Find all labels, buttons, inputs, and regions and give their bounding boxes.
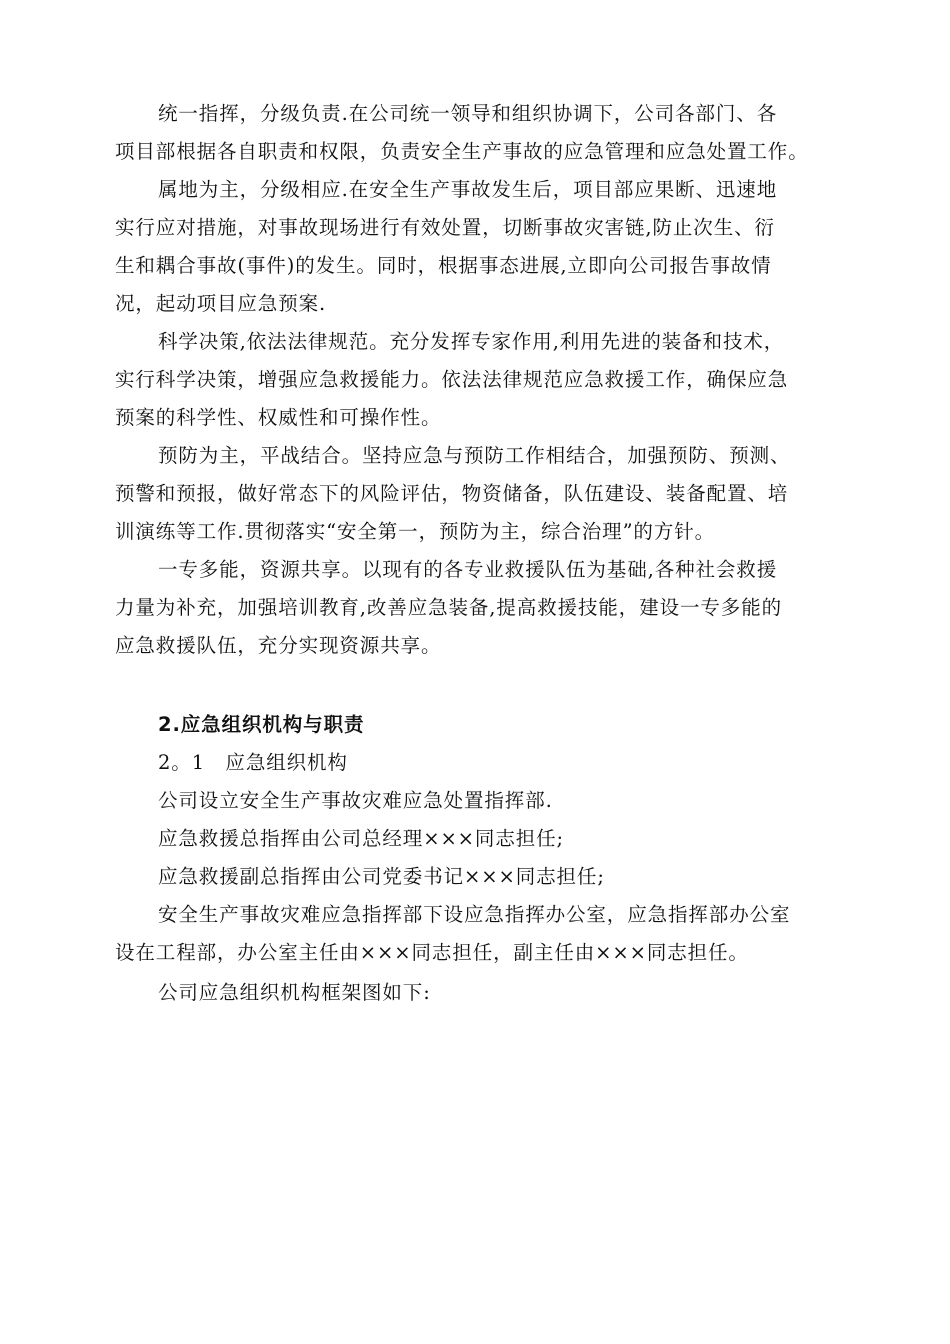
paragraph-line: 一专多能，资源共享。以现有的各专业救援队伍为基础,各种社会救援: [158, 558, 778, 581]
paragraph-line: 实行应对措施，对事故现场进行有效处置，切断事故灾害链,防止次生、衍: [115, 216, 775, 239]
paragraph-line: 属地为主，分级相应.在安全生产事故发生后，项目部应果断、迅速地: [158, 178, 778, 201]
org-line: 应急救援副总指挥由公司党委书记×××同志担任;: [158, 865, 605, 888]
section-heading: 2.应急组织机构与职责: [158, 713, 365, 736]
paragraph-line: 力量为补充，加强培训教育,改善应急装备,提高救援技能，建设一专多能的: [115, 596, 782, 619]
paragraph-line: 实行科学决策，增强应急救援能力。依法法律规范应急救援工作，确保应急: [115, 368, 789, 391]
paragraph-line: 设在工程部，办公室主任由×××同志担任，副主任由×××同志担任。: [115, 941, 749, 964]
subsection-heading: 2。1 应急组织机构: [158, 751, 348, 774]
paragraph-line: 应急救援队伍，充分实现资源共享。: [115, 634, 442, 657]
paragraph-line: 训演练等工作.贯彻落实“安全第一，预防为主，综合治理”的方针。: [115, 520, 716, 543]
paragraph-line: 预案的科学性、权威性和可操作性。: [115, 406, 442, 429]
paragraph-line: 项目部根据各自职责和权限，负责安全生产事故的应急管理和应急处置工作。: [115, 140, 809, 163]
paragraph-line: 况，起动项目应急预案.: [115, 292, 327, 315]
paragraph-line: 生和耦合事故(事件)的发生。同时，根据事态进展,立即向公司报告事故情: [115, 254, 772, 277]
paragraph-line: 预警和预报，做好常态下的风险评估，物资储备，队伍建设、装备配置、培: [115, 482, 789, 505]
paragraph-line: 安全生产事故灾难应急指挥部下设应急指挥办公室，应急指挥部办公室: [158, 903, 791, 926]
paragraph-line: 科学决策,依法法律规范。充分发挥专家作用,利用先进的装备和技术，: [158, 330, 785, 353]
org-line: 公司设立安全生产事故灾难应急处置指挥部.: [158, 789, 553, 812]
org-line: 应急救援总指挥由公司总经理×××同志担任;: [158, 827, 564, 850]
chart-intro-line: 公司应急组织机构框架图如下:: [158, 981, 431, 1004]
paragraph-line: 统一指挥，分级负责.在公司统一领导和组织协调下，公司各部门、各: [158, 102, 778, 125]
paragraph-line: 预防为主，平战结合。坚持应急与预防工作相结合，加强预防、预测、: [158, 444, 791, 467]
